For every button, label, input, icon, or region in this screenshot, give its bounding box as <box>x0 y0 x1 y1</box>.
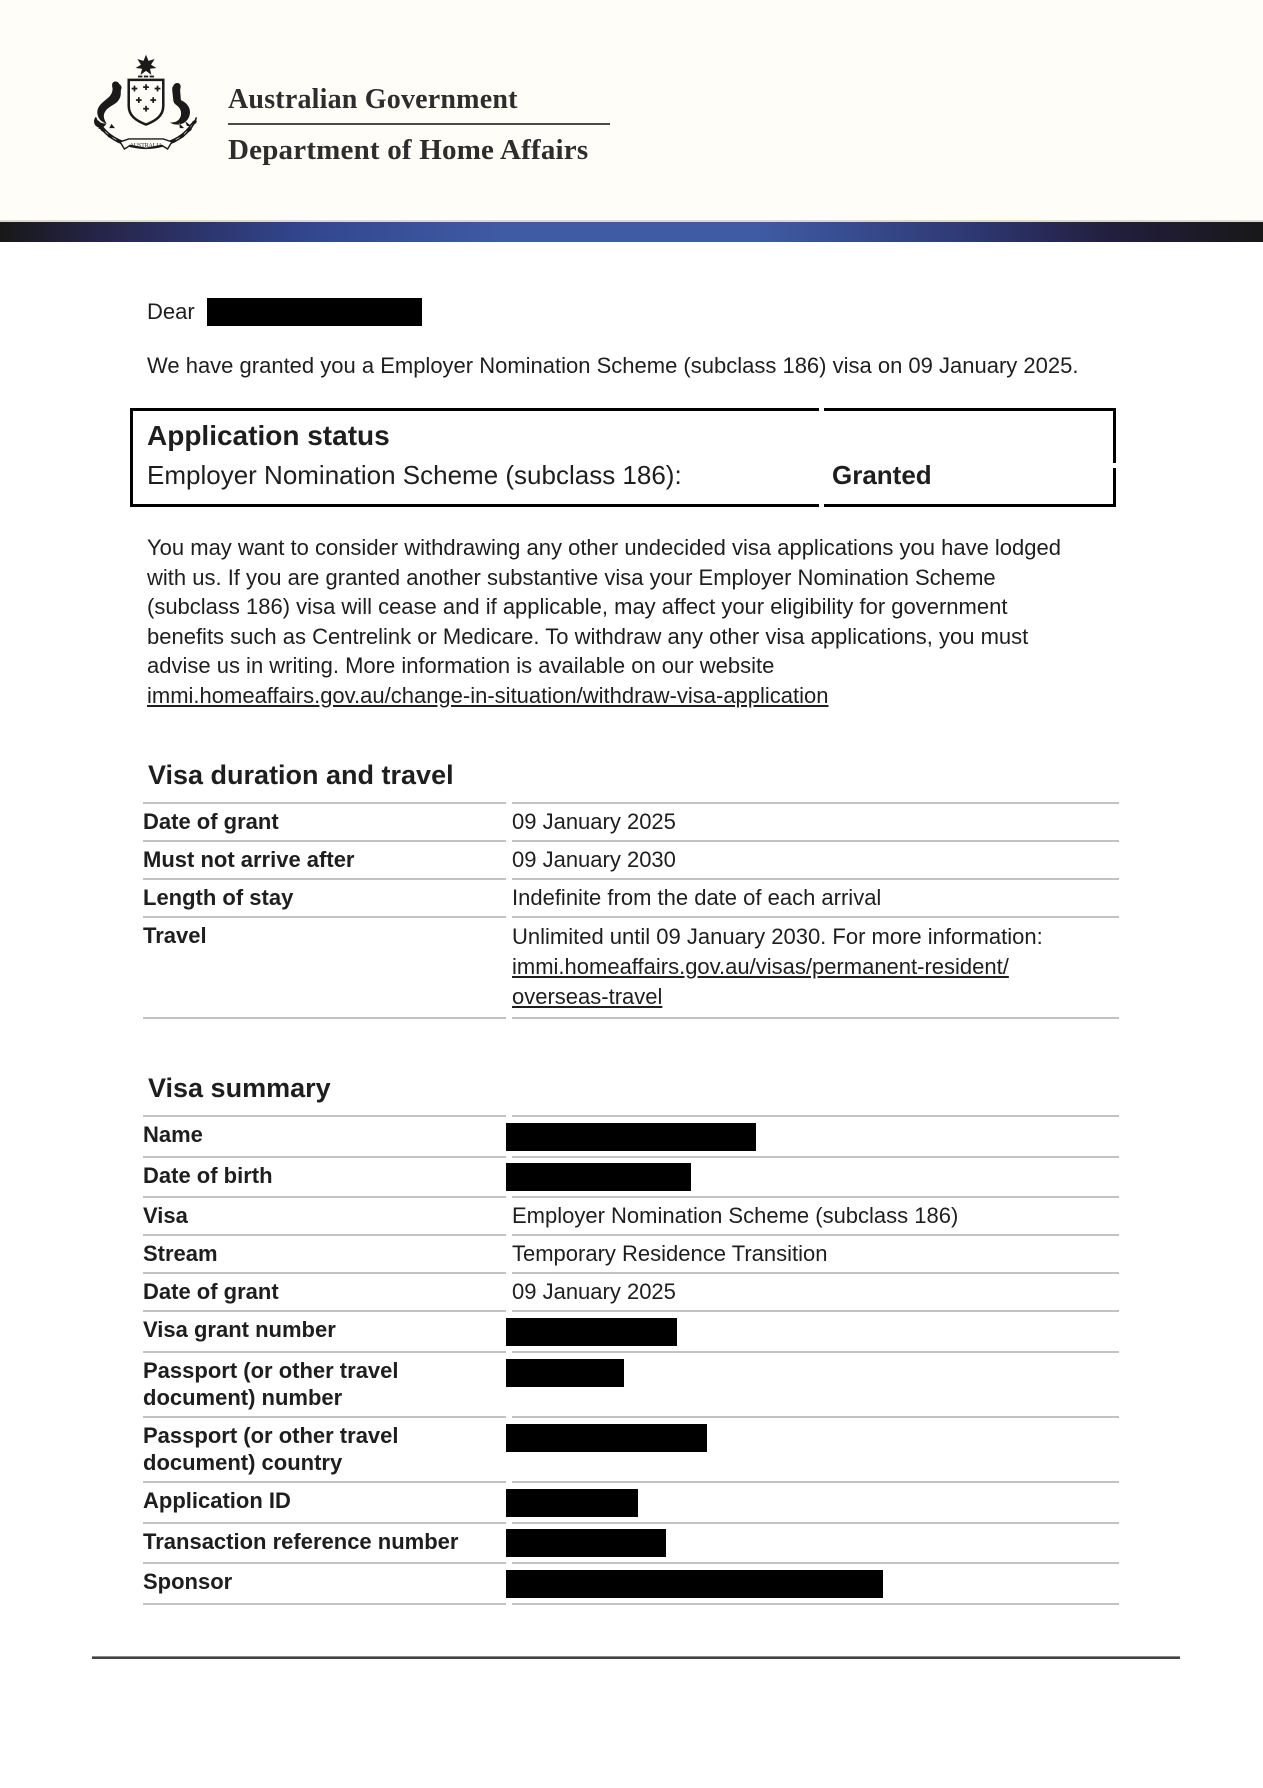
box-divider-notch <box>819 504 824 507</box>
withdraw-text: You may want to consider withdrawing any other undecided visa applications you have lodged with us. If you are granted another substantive visa your Employer Nomination Scheme (subclass 186) visa will cease and if applicable, may affect your eligibility for government benefits such as Centrelink or Medicare. To withdraw any other visa applications, you must advise us in writing. More information is available on our website <box>147 535 1061 678</box>
agency-title: Australian Government <box>228 84 518 115</box>
row-value: 09 January 2025 <box>512 1274 1119 1312</box>
visa-summary-table <box>137 1115 1125 1605</box>
table-row <box>143 1418 1119 1483</box>
commonwealth-star-icon <box>136 55 157 75</box>
status-row <box>147 458 1099 492</box>
travel-value-text: Unlimited until 09 January 2030. For more information: <box>512 924 1043 949</box>
salutation-text: Dear <box>147 299 195 324</box>
passport-number-redaction <box>506 1359 624 1387</box>
status-box-title: Application status <box>147 420 390 451</box>
table-row <box>143 1274 1119 1312</box>
letter-body <box>143 298 1263 1605</box>
row-label: Travel <box>143 918 506 1019</box>
row-value: 09 January 2025 <box>512 802 1119 842</box>
table-row <box>143 1524 1119 1565</box>
withdraw-visa-link[interactable]: immi.homeaffairs.gov.au/change-in-situation/withdraw-visa-application <box>147 682 829 708</box>
table-row <box>143 1312 1119 1353</box>
link-line: immi.homeaffairs.gov.au/visas/permanent-resident/ <box>512 954 1009 979</box>
link-line: overseas-travel <box>512 984 663 1009</box>
table-row <box>143 842 1119 880</box>
transaction-reference-redaction <box>506 1529 666 1557</box>
table-row <box>143 1353 1119 1418</box>
overseas-travel-link[interactable] <box>512 952 1119 1012</box>
row-label: Passport (or other travel document) number <box>143 1353 506 1418</box>
application-id-redaction <box>506 1489 638 1517</box>
table-row <box>143 880 1119 918</box>
row-label: Transaction reference number <box>143 1524 506 1565</box>
row-value: 09 January 2030 <box>512 842 1119 880</box>
row-label: Date of grant <box>143 1274 506 1312</box>
emu-icon <box>170 83 192 128</box>
salutation-line <box>147 298 1263 326</box>
recipient-name-redaction <box>207 298 422 326</box>
header-divider <box>228 123 610 125</box>
row-label: Visa grant number <box>143 1312 506 1353</box>
table-row <box>143 1158 1119 1199</box>
row-label: Length of stay <box>143 880 506 918</box>
row-label: Passport (or other travel document) country <box>143 1418 506 1483</box>
table-row <box>143 1564 1119 1605</box>
application-status-box <box>130 408 1116 507</box>
table-row <box>143 802 1119 842</box>
grant-intro-paragraph: We have granted you a Employer Nomination Scheme (subclass 186) visa on 09 January 2025. <box>147 353 1079 378</box>
header-accent-bar <box>0 220 1263 242</box>
row-label: Stream <box>143 1236 506 1274</box>
name-redaction <box>506 1123 756 1151</box>
row-value <box>512 918 1119 1019</box>
row-label: Date of birth <box>143 1158 506 1199</box>
row-label: Application ID <box>143 1483 506 1524</box>
table-row <box>143 1198 1119 1236</box>
passport-country-redaction <box>506 1424 707 1452</box>
department-title: Department of Home Affairs <box>228 134 589 166</box>
table-row <box>143 1115 1119 1158</box>
row-label: Sponsor <box>143 1564 506 1605</box>
banner-text: AUSTRALIA <box>129 142 163 149</box>
australian-coat-of-arms-icon <box>74 52 218 164</box>
table-row <box>143 1236 1119 1274</box>
row-label: Visa <box>143 1198 506 1236</box>
box-divider-notch <box>819 408 824 411</box>
table-row <box>143 918 1119 1019</box>
row-label: Name <box>143 1115 506 1158</box>
visa-duration-table <box>137 802 1125 1019</box>
sponsor-redaction <box>506 1570 883 1598</box>
letterhead <box>0 0 1263 220</box>
visa-grant-number-redaction <box>506 1318 677 1346</box>
table-row <box>143 1483 1119 1524</box>
status-badge: Granted <box>832 460 932 490</box>
row-label: Date of grant <box>143 802 506 842</box>
row-label: Must not arrive after <box>143 842 506 880</box>
row-value: Indefinite from the date of each arrival <box>512 880 1119 918</box>
row-value: Employer Nomination Scheme (subclass 186) <box>512 1198 1119 1236</box>
row-value: Temporary Residence Transition <box>512 1236 1119 1274</box>
date-of-birth-redaction <box>506 1163 691 1191</box>
withdraw-paragraph <box>147 533 1087 710</box>
visa-summary-title: Visa summary <box>148 1073 331 1103</box>
visa-duration-title: Visa duration and travel <box>148 760 454 790</box>
status-visa-label: Employer Nomination Scheme (subclass 186): <box>147 460 682 490</box>
footer-divider <box>92 1656 1180 1659</box>
box-divider-notch <box>1113 463 1116 468</box>
